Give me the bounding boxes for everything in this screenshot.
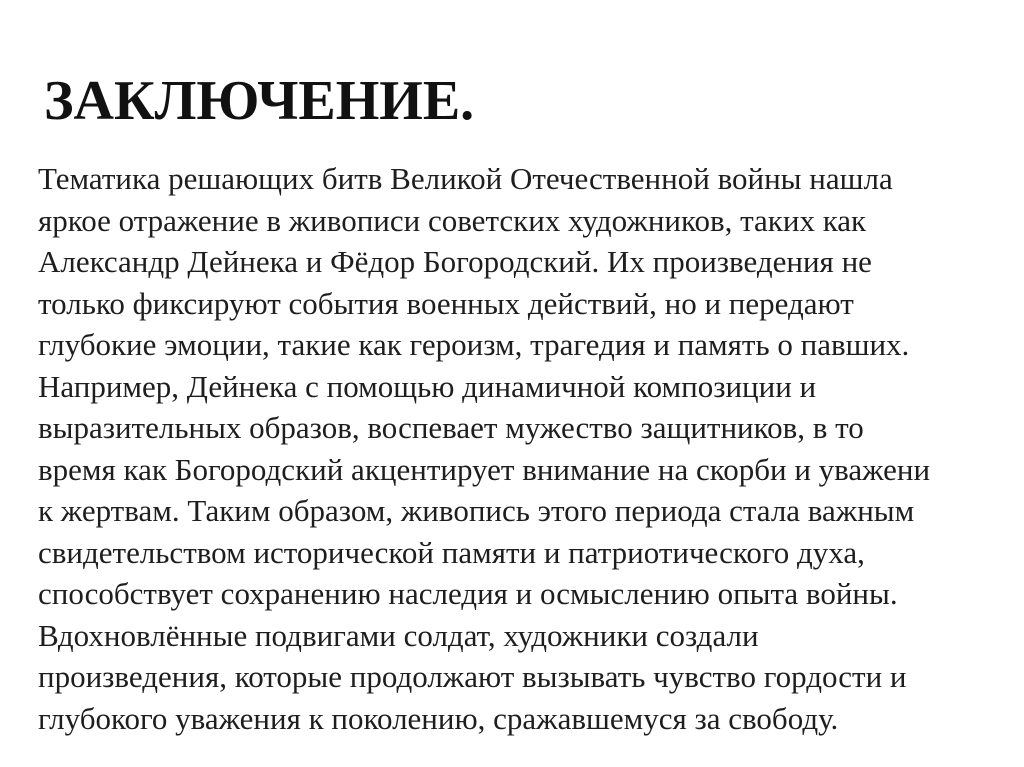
text-line: к жертвам. Таким образом, живопись этого периода стала важным [38, 493, 915, 528]
slide-title: ЗАКЛЮЧЕНИЕ. [44, 70, 475, 132]
text-line: свидетельством исторической памяти и патриотического духа, [38, 534, 865, 570]
text-line: время как Богородский акцентирует внимание на скорби и уважени [38, 451, 931, 487]
text-line: глубокого уважения к поколению, сражавшемуся за свободу. [38, 700, 839, 736]
text-line: Александр Дейнека и Фёдор Богородский. Их произведения не [38, 244, 872, 279]
text-line: Например, Дейнека с помощью динамичной композиции и [38, 368, 817, 404]
text-line: только фиксируют события военных действий, но и передают [38, 285, 854, 321]
text-line: выразительных образов, воспевает мужество защитников, в то [38, 410, 864, 445]
text-line: произведения, которые продолжают вызывать чувство гордости и [38, 659, 907, 694]
conclusion-text [38, 158, 1024, 739]
text-line: способствует сохранению наследия и осмыслению опыта войны. [38, 576, 898, 611]
text-line: Вдохновлённые подвигами солдат, художники создали [38, 617, 759, 653]
text-line: яркое отражение в живописи советских художников, таких как [38, 202, 867, 238]
text-line: Тематика решающих битв Великой Отечественной войны нашла [38, 161, 893, 196]
text-line: глубокие эмоции, такие как героизм, трагедия и память о павших. [38, 327, 910, 362]
